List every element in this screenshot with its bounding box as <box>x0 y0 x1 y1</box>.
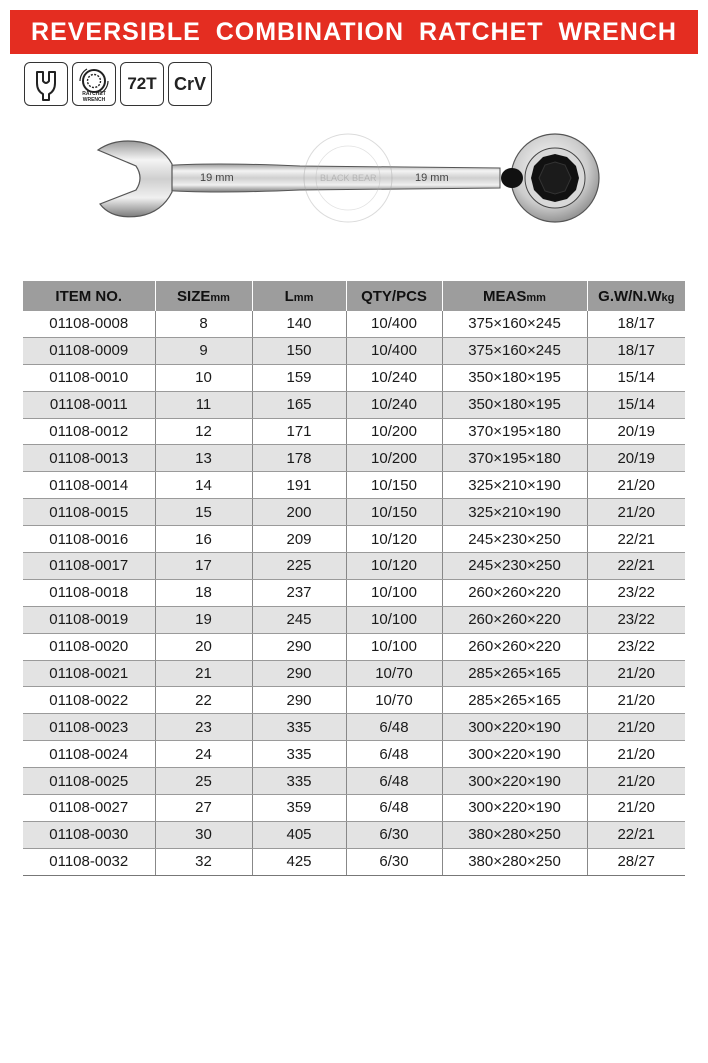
meas-cell: 285×265×165 <box>442 687 587 714</box>
qty-cell: 10/150 <box>346 472 442 499</box>
size-cell: 18 <box>155 579 252 606</box>
weight-cell: 23/22 <box>587 633 685 660</box>
open-end-wrench-icon <box>24 62 68 106</box>
weight-cell: 22/21 <box>587 821 685 848</box>
table-body <box>23 311 685 875</box>
qty-cell: 10/240 <box>346 364 442 391</box>
table-row <box>23 687 685 714</box>
weight-cell: 22/21 <box>587 526 685 553</box>
length-cell: 425 <box>252 848 346 875</box>
length-cell: 290 <box>252 687 346 714</box>
length-cell: 335 <box>252 714 346 741</box>
table-row <box>23 606 685 633</box>
item-no-cell: 01108-0009 <box>23 337 155 364</box>
qty-cell: 10/100 <box>346 606 442 633</box>
length-cell: 359 <box>252 795 346 822</box>
table-row <box>23 472 685 499</box>
qty-cell: 6/30 <box>346 848 442 875</box>
table-row <box>23 337 685 364</box>
ratchet-wrench-icon <box>72 62 116 106</box>
length-cell: 150 <box>252 337 346 364</box>
table-row <box>23 795 685 822</box>
weight-cell: 18/17 <box>587 337 685 364</box>
header-qty: QTY/PCS <box>346 281 442 311</box>
weight-cell: 28/27 <box>587 848 685 875</box>
meas-cell: 260×260×220 <box>442 606 587 633</box>
qty-cell: 10/200 <box>346 445 442 472</box>
size-cell: 32 <box>155 848 252 875</box>
size-cell: 16 <box>155 526 252 553</box>
weight-cell: 18/17 <box>587 311 685 337</box>
table-row <box>23 311 685 337</box>
size-cell: 27 <box>155 795 252 822</box>
qty-cell: 10/120 <box>346 526 442 553</box>
meas-cell: 375×160×245 <box>442 311 587 337</box>
table-row <box>23 768 685 795</box>
table-row <box>23 418 685 445</box>
qty-cell: 10/400 <box>346 311 442 337</box>
meas-cell: 370×195×180 <box>442 418 587 445</box>
qty-cell: 10/100 <box>346 633 442 660</box>
table-header <box>23 281 685 311</box>
weight-cell: 21/20 <box>587 472 685 499</box>
qty-cell: 6/48 <box>346 741 442 768</box>
qty-cell: 10/100 <box>346 579 442 606</box>
weight-cell: 21/20 <box>587 499 685 526</box>
length-cell: 159 <box>252 364 346 391</box>
table-row <box>23 553 685 580</box>
item-no-cell: 01108-0020 <box>23 633 155 660</box>
length-cell: 178 <box>252 445 346 472</box>
item-no-cell: 01108-0008 <box>23 311 155 337</box>
item-no-cell: 01108-0014 <box>23 472 155 499</box>
weight-cell: 22/21 <box>587 553 685 580</box>
length-cell: 191 <box>252 472 346 499</box>
table-row <box>23 391 685 418</box>
spec-icon-row <box>24 62 212 106</box>
material-badge <box>168 62 212 106</box>
table-row <box>23 633 685 660</box>
table-row <box>23 579 685 606</box>
table-row <box>23 364 685 391</box>
meas-cell: 300×220×190 <box>442 714 587 741</box>
qty-cell: 10/200 <box>346 418 442 445</box>
item-no-cell: 01108-0030 <box>23 821 155 848</box>
item-no-cell: 01108-0010 <box>23 364 155 391</box>
size-cell: 25 <box>155 768 252 795</box>
weight-cell: 21/20 <box>587 795 685 822</box>
item-no-cell: 01108-0018 <box>23 579 155 606</box>
item-no-cell: 01108-0017 <box>23 553 155 580</box>
size-cell: 21 <box>155 660 252 687</box>
qty-cell: 10/70 <box>346 687 442 714</box>
header-item-no: ITEM NO. <box>23 281 155 311</box>
length-cell: 290 <box>252 633 346 660</box>
qty-cell: 6/30 <box>346 821 442 848</box>
length-cell: 225 <box>252 553 346 580</box>
length-cell: 171 <box>252 418 346 445</box>
item-no-cell: 01108-0023 <box>23 714 155 741</box>
item-no-cell: 01108-0015 <box>23 499 155 526</box>
qty-cell: 6/48 <box>346 795 442 822</box>
item-no-cell: 01108-0025 <box>23 768 155 795</box>
weight-cell: 20/19 <box>587 418 685 445</box>
item-no-cell: 01108-0019 <box>23 606 155 633</box>
meas-cell: 325×210×190 <box>442 472 587 499</box>
size-cell: 8 <box>155 311 252 337</box>
length-cell: 335 <box>252 741 346 768</box>
qty-cell: 6/48 <box>346 714 442 741</box>
header-meas: MEASmm <box>442 281 587 311</box>
meas-cell: 350×180×195 <box>442 364 587 391</box>
meas-cell: 300×220×190 <box>442 795 587 822</box>
weight-cell: 15/14 <box>587 391 685 418</box>
length-cell: 209 <box>252 526 346 553</box>
spec-table <box>23 281 685 876</box>
page-title: REVERSIBLE COMBINATION RATCHET WRENCH <box>10 10 698 54</box>
qty-cell: 10/400 <box>346 337 442 364</box>
size-cell: 14 <box>155 472 252 499</box>
size-cell: 20 <box>155 633 252 660</box>
item-no-cell: 01108-0012 <box>23 418 155 445</box>
weight-cell: 15/14 <box>587 364 685 391</box>
size-cell: 30 <box>155 821 252 848</box>
meas-cell: 285×265×165 <box>442 660 587 687</box>
teeth-count-label: 72T <box>127 74 157 93</box>
size-marking-left: 19 mm <box>200 172 234 184</box>
table-row <box>23 741 685 768</box>
weight-cell: 21/20 <box>587 768 685 795</box>
size-cell: 10 <box>155 364 252 391</box>
qty-cell: 6/48 <box>346 768 442 795</box>
meas-cell: 375×160×245 <box>442 337 587 364</box>
weight-cell: 20/19 <box>587 445 685 472</box>
item-no-cell: 01108-0022 <box>23 687 155 714</box>
weight-cell: 21/20 <box>587 741 685 768</box>
table-row <box>23 848 685 875</box>
size-cell: 15 <box>155 499 252 526</box>
meas-cell: 370×195×180 <box>442 445 587 472</box>
qty-cell: 10/150 <box>346 499 442 526</box>
item-no-cell: 01108-0021 <box>23 660 155 687</box>
weight-cell: 23/22 <box>587 579 685 606</box>
table-row <box>23 499 685 526</box>
length-cell: 245 <box>252 606 346 633</box>
meas-cell: 245×230×250 <box>442 526 587 553</box>
material-label: CrV <box>173 73 206 94</box>
watermark-text: BLACK BEAR <box>320 173 377 183</box>
qty-cell: 10/240 <box>346 391 442 418</box>
qty-cell: 10/120 <box>346 553 442 580</box>
table-row <box>23 445 685 472</box>
size-marking-right: 19 mm <box>415 172 449 184</box>
qty-cell: 10/70 <box>346 660 442 687</box>
length-cell: 237 <box>252 579 346 606</box>
item-no-cell: 01108-0013 <box>23 445 155 472</box>
header-weight: G.W/N.Wkg <box>587 281 685 311</box>
size-cell: 13 <box>155 445 252 472</box>
table-row <box>23 526 685 553</box>
size-cell: 23 <box>155 714 252 741</box>
size-cell: 17 <box>155 553 252 580</box>
size-cell: 24 <box>155 741 252 768</box>
length-cell: 140 <box>252 311 346 337</box>
item-no-cell: 01108-0027 <box>23 795 155 822</box>
meas-cell: 350×180×195 <box>442 391 587 418</box>
meas-cell: 245×230×250 <box>442 553 587 580</box>
size-cell: 22 <box>155 687 252 714</box>
weight-cell: 21/20 <box>587 714 685 741</box>
size-cell: 11 <box>155 391 252 418</box>
header-length: Lmm <box>252 281 346 311</box>
length-cell: 165 <box>252 391 346 418</box>
meas-cell: 260×260×220 <box>442 579 587 606</box>
meas-cell: 325×210×190 <box>442 499 587 526</box>
length-cell: 335 <box>252 768 346 795</box>
ratchet-wrench-label: RATCHET WRENCH <box>82 91 106 103</box>
table-row <box>23 821 685 848</box>
table-row <box>23 660 685 687</box>
size-cell: 9 <box>155 337 252 364</box>
table-row <box>23 714 685 741</box>
item-no-cell: 01108-0011 <box>23 391 155 418</box>
meas-cell: 380×280×250 <box>442 821 587 848</box>
meas-cell: 300×220×190 <box>442 768 587 795</box>
header-size: SIZEmm <box>155 281 252 311</box>
size-cell: 12 <box>155 418 252 445</box>
weight-cell: 23/22 <box>587 606 685 633</box>
meas-cell: 300×220×190 <box>442 741 587 768</box>
item-no-cell: 01108-0032 <box>23 848 155 875</box>
length-cell: 290 <box>252 660 346 687</box>
item-no-cell: 01108-0024 <box>23 741 155 768</box>
length-cell: 405 <box>252 821 346 848</box>
teeth-count-badge <box>120 62 164 106</box>
meas-cell: 260×260×220 <box>442 633 587 660</box>
size-cell: 19 <box>155 606 252 633</box>
length-cell: 200 <box>252 499 346 526</box>
item-no-cell: 01108-0016 <box>23 526 155 553</box>
wrench-image <box>90 128 630 228</box>
weight-cell: 21/20 <box>587 687 685 714</box>
meas-cell: 380×280×250 <box>442 848 587 875</box>
weight-cell: 21/20 <box>587 660 685 687</box>
